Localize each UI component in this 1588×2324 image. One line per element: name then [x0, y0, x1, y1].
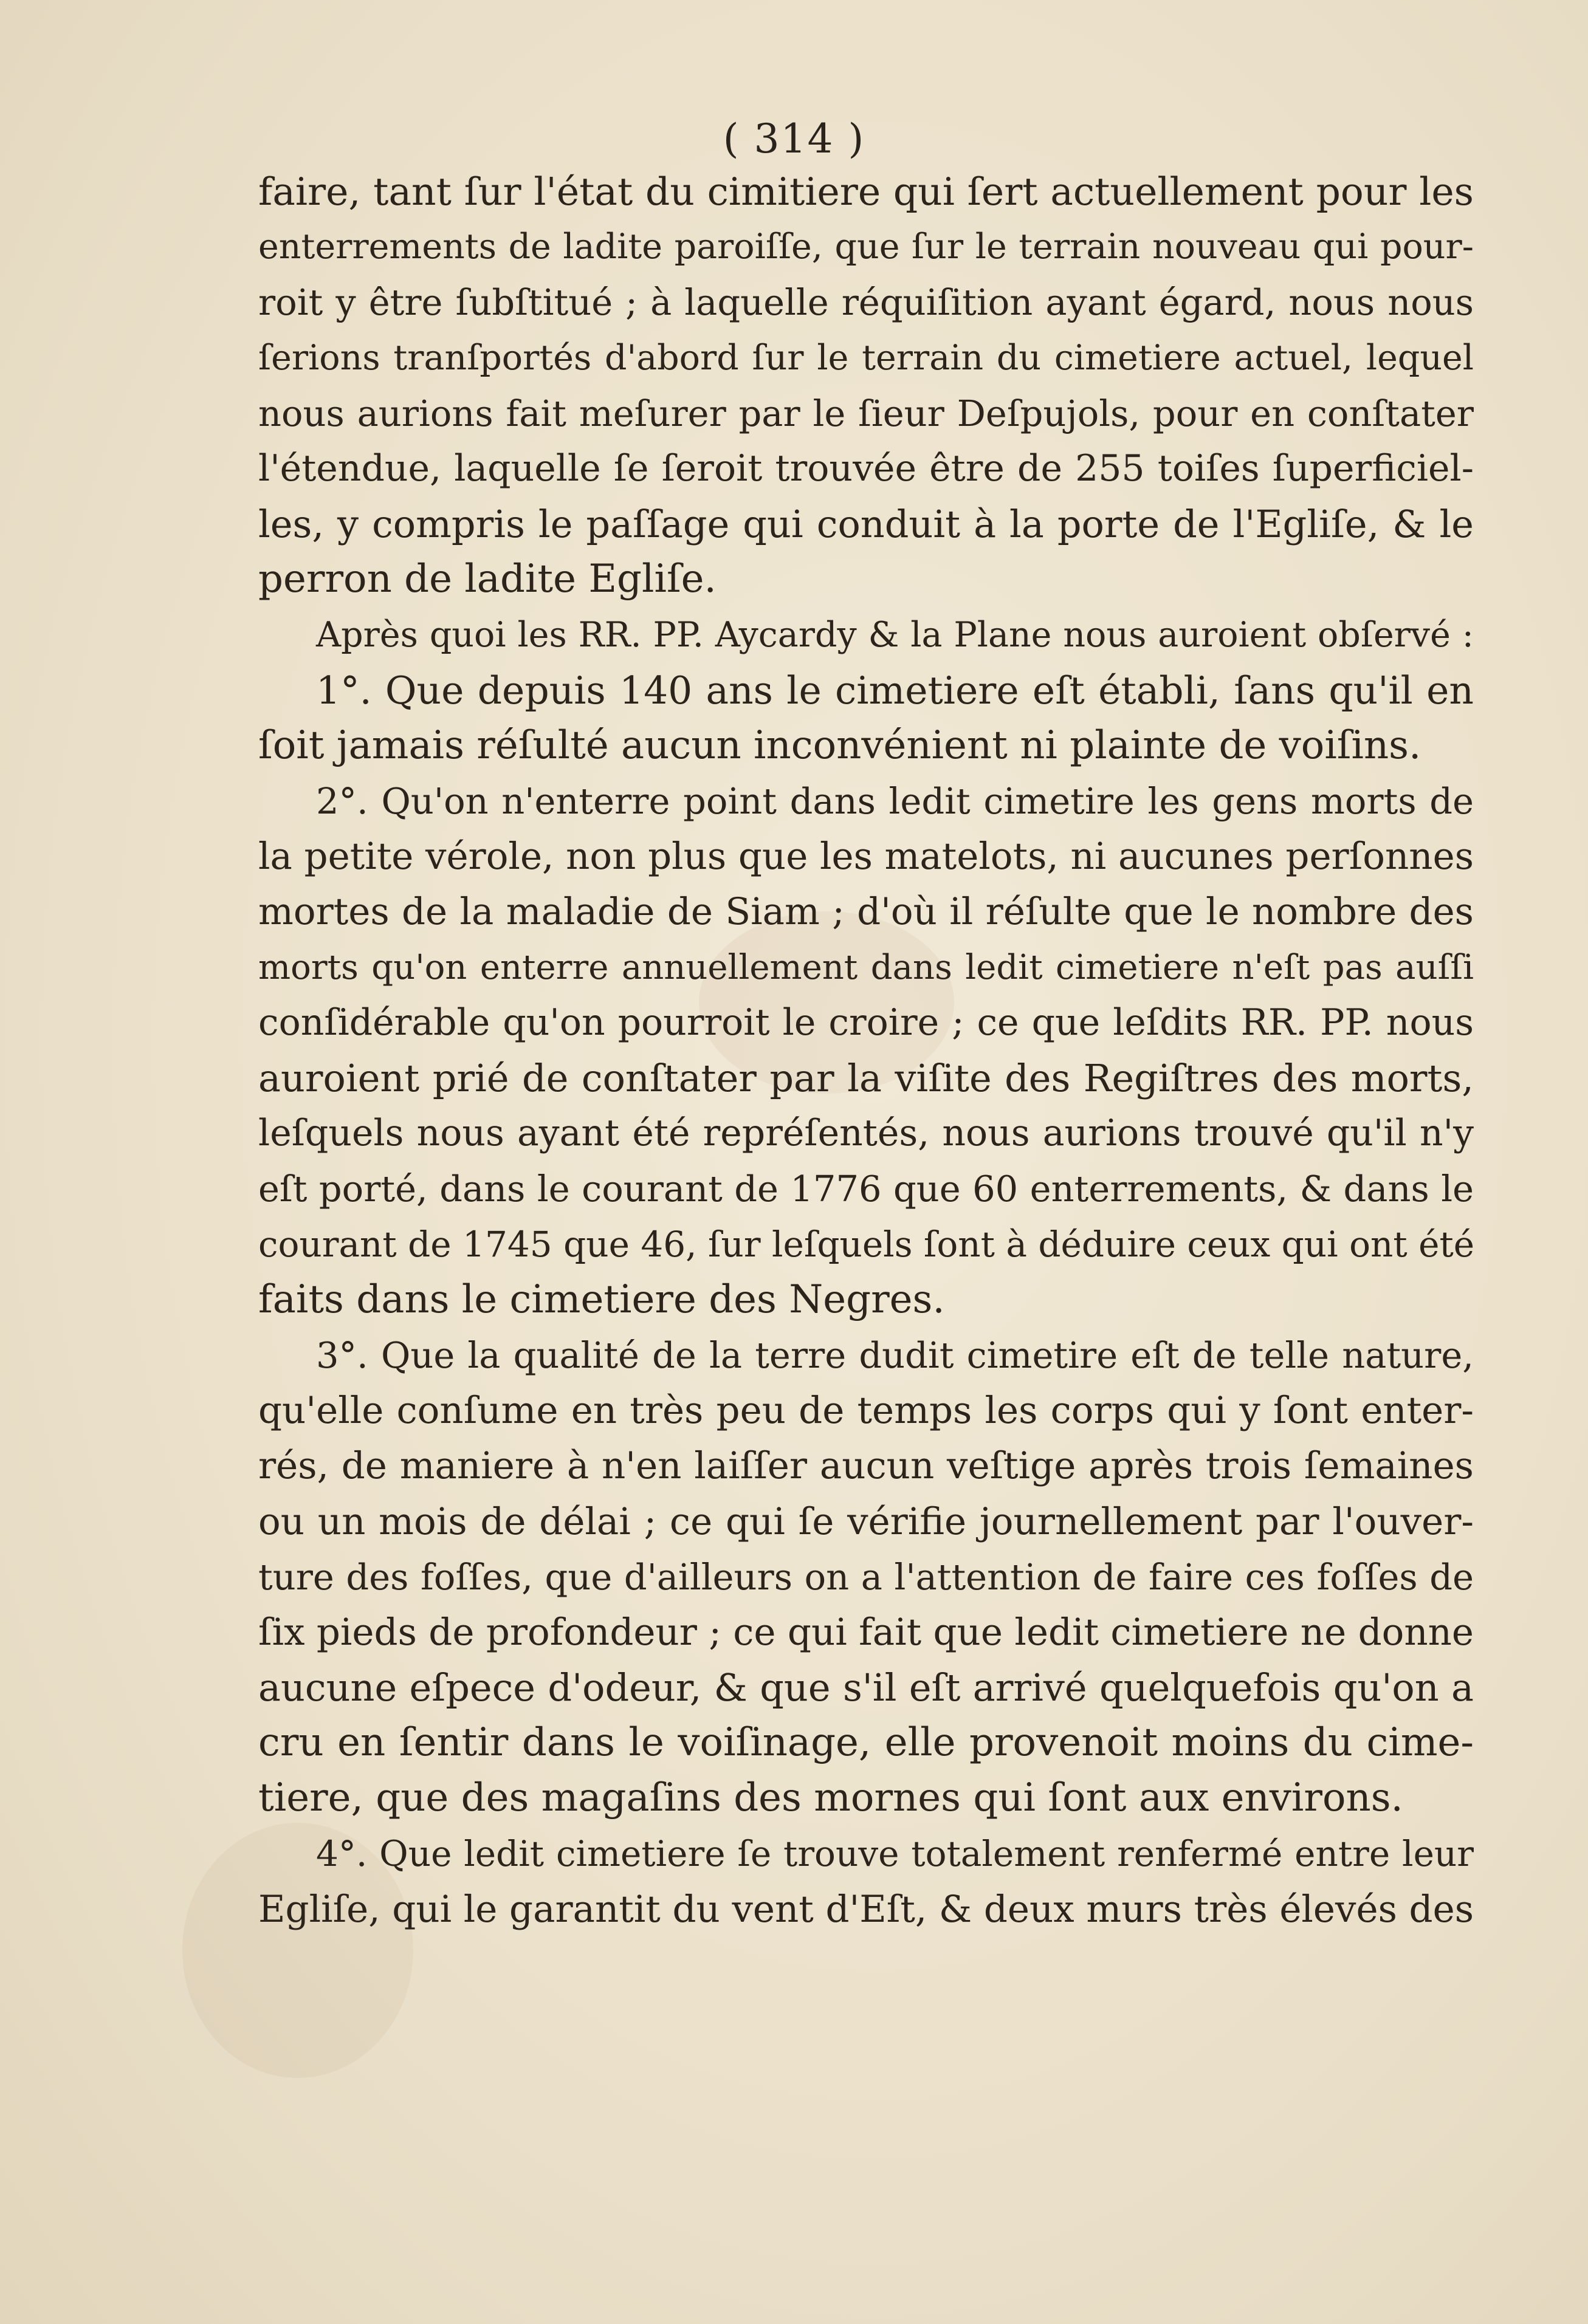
text-line: enterrements de ladite paroiſſe, que ſur le terrain nouveau qui pour- [258, 227, 1474, 267]
text-line: 2°. Qu'on n'enterre point dans ledit cimetire les gens morts de [316, 780, 1474, 823]
page-number: ( 314 ) [723, 115, 865, 162]
text-line: ſix pieds de profondeur ; ce qui fait que ledit cimetiere ne donne [258, 1610, 1474, 1654]
text-line: mortes de la maladie de Siam ; d'où il réſulte que le nombre des [258, 890, 1474, 934]
text-line: 4°. Que ledit cimetiere ſe trouve totalement renfermé entre leur [316, 1832, 1474, 1874]
text-line: les, y compris le paſſage qui conduit à la porte de l'Egliſe, & le [258, 502, 1474, 547]
text-line: 1°. Que depuis 140 ans le cimetiere eſt établi, ſans qu'il en [316, 668, 1474, 713]
text-line: qu'elle conſume en très peu de temps les corps qui y ſont enter- [258, 1389, 1474, 1433]
text-line: faits dans le cimetiere des Negres. [258, 1277, 945, 1322]
text-line: cru en ſentir dans le voiſinage, elle provenoit moins du cime- [258, 1720, 1474, 1766]
text-line: Après quoi les RR. PP. Aycardy & la Plane nous auroient obſervé : [316, 614, 1474, 655]
body-text [258, 164, 1474, 1937]
text-line: aucune eſpece d'odeur, & que s'il eſt arrivé quelquefois qu'on a [258, 1665, 1474, 1710]
text-line: ſoit jamais réſulté aucun inconvénient ni plainte de voiſins. [258, 722, 1421, 768]
text-line: l'étendue, laquelle ſe ſeroit trouvée être de 255 toiſes ſuperficiel- [258, 447, 1474, 490]
text-line: auroient prié de conſtater par la viſite des Regiſtres des morts, [258, 1056, 1474, 1100]
text-line: rés, de maniere à n'en laiſſer aucun veſtige après trois ſemaines [258, 1444, 1474, 1488]
text-line: Egliſe, qui le garantit du vent d'Eſt, & deux murs très élevés des [258, 1887, 1474, 1931]
text-line: morts qu'on enterre annuellement dans ledit cimetiere n'eſt pas auſſi [258, 947, 1474, 987]
text-line: la petite vérole, non plus que les matelots, ni aucunes perſonnes [258, 835, 1474, 879]
text-line: roit y être ſubſtitué ; à laquelle réquiſition ayant égard, nous nous [258, 281, 1474, 324]
text-line: 3°. Que la qualité de la terre dudit cimetire eſt de telle nature, [316, 1334, 1474, 1376]
text-line: ſerions tranſportés d'abord ſur le terrain du cimetiere actuel, lequel [258, 337, 1474, 378]
text-line: tiere, que des magaſins des mornes qui ſont aux environs. [258, 1775, 1403, 1821]
text-line: leſquels nous ayant été repréſentés, nous aurions trouvé qu'il n'y [258, 1112, 1474, 1155]
text-line: courant de 1745 que 46, ſur leſquels ſont à déduire ceux qui ont été [258, 1223, 1475, 1265]
text-line: nous aurions fait meſurer par le ſieur Deſpujols, pour en conſtater [258, 392, 1474, 434]
text-line: perron de ladite Egliſe. [258, 557, 717, 602]
text-line: eſt porté, dans le courant de 1776 que 60 enterrements, & dans le [258, 1168, 1474, 1210]
text-line: faire, tant ſur l'état du cimitiere qui ſert actuellement pour les [258, 170, 1474, 214]
text-line: conſidérable qu'on pourroit le croire ; ce que leſdits RR. PP. nous [258, 1001, 1474, 1044]
text-line: ture des foſſes, que d'ailleurs on a l'attention de faire ces foſſes de [258, 1555, 1474, 1598]
text-line: ou un mois de délai ; ce qui ſe vérifie journellement par l'ouver- [258, 1500, 1474, 1543]
